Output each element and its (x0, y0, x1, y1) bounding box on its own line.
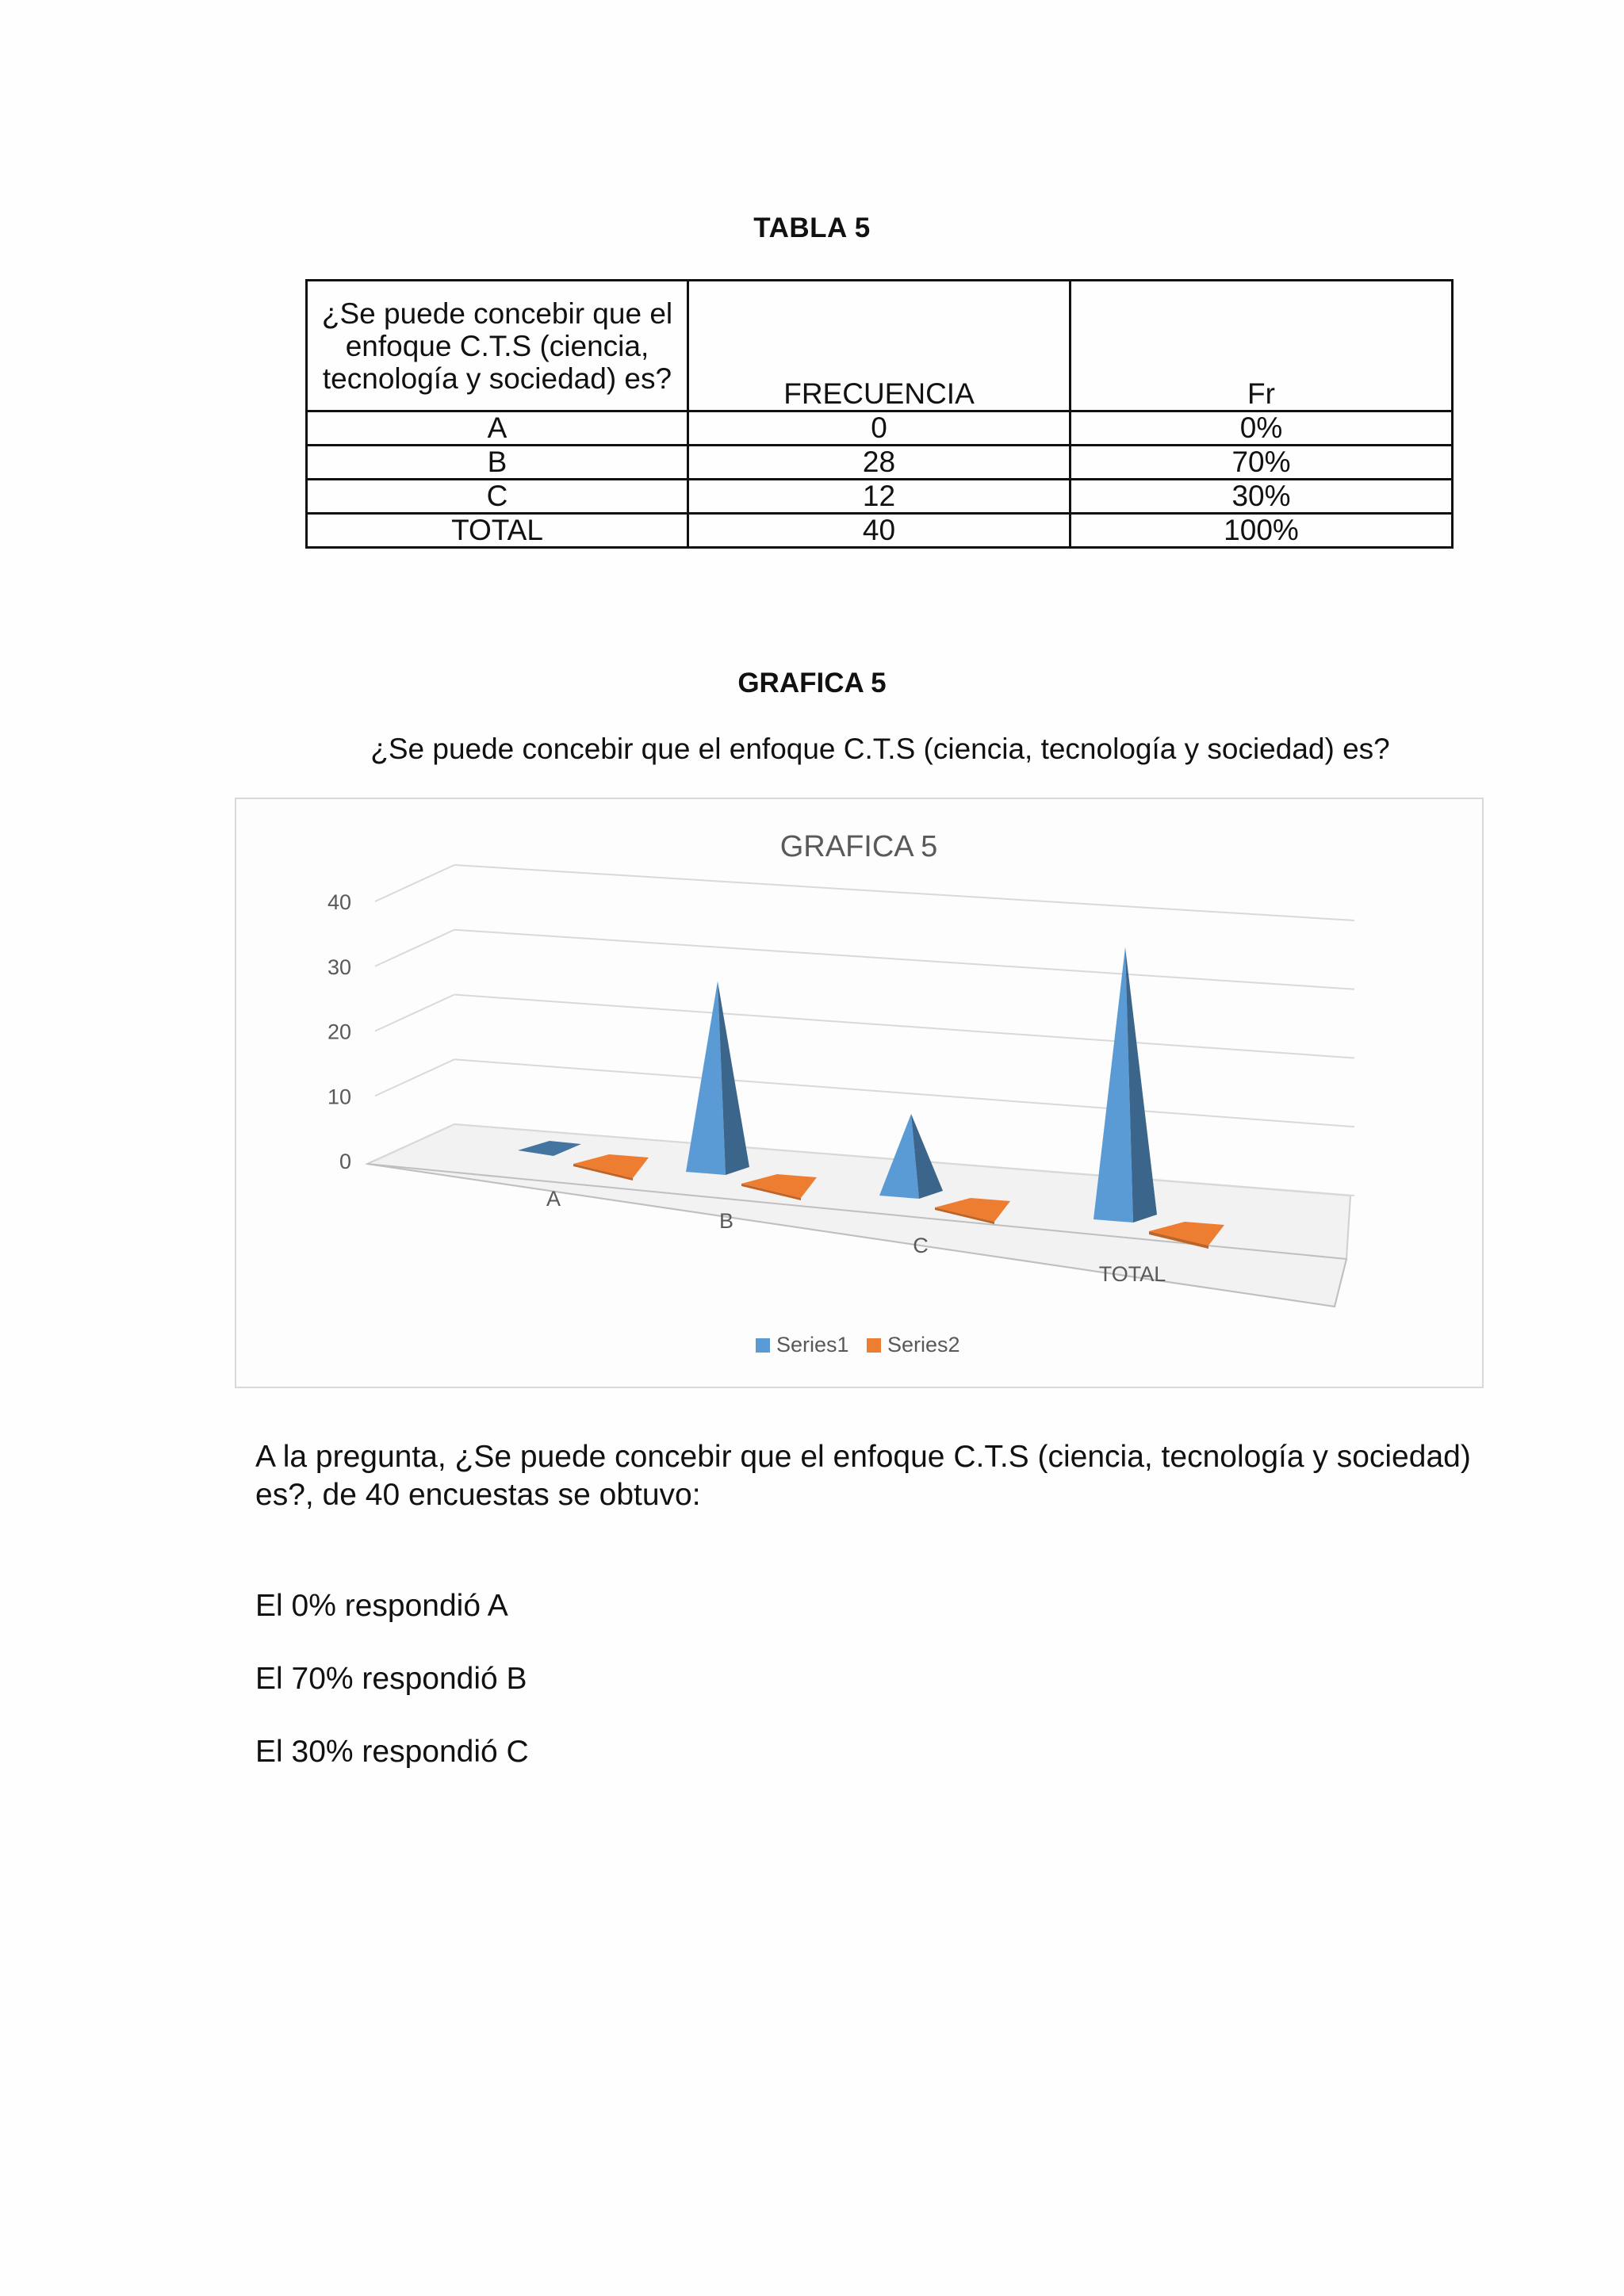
x-tick-label: B (718, 1209, 734, 1233)
cell-frequency: 12 (688, 480, 1071, 514)
cell-option: A (307, 411, 688, 446)
graph-title: GRAFICA 5 (737, 668, 887, 698)
cell-frequency: 0 (688, 411, 1071, 446)
y-tick-label: 0 (339, 1150, 351, 1173)
cell-fr: 70% (1071, 446, 1453, 480)
cell-option: C (307, 480, 688, 514)
gridline-side (375, 1059, 454, 1096)
chart-title: GRAFICA 5 (779, 830, 938, 863)
cell-frequency: 40 (688, 514, 1071, 548)
table-row (307, 411, 1453, 446)
frequency-table (305, 279, 1454, 549)
chart-container (235, 798, 1484, 1388)
x-tick-label: C (913, 1234, 929, 1257)
cell-fr: 30% (1071, 480, 1453, 514)
cell-option: TOTAL (307, 514, 688, 548)
gridline (454, 995, 1354, 1058)
response-line: El 30% respondió C (255, 1735, 529, 1769)
chart-svg (236, 799, 1482, 1387)
header-fr: Fr (1071, 281, 1453, 411)
gridline (454, 865, 1354, 920)
summary-paragraph: A la pregunta, ¿Se puede concebir que el enfoque C.T.S (ciencia, tecnología y sociedad) es?, de 40 encuestas se obtuvo: (255, 1440, 1471, 1512)
gridline-side (375, 865, 454, 901)
table-row (307, 446, 1453, 480)
cell-fr: 0% (1071, 411, 1453, 446)
y-tick-label: 10 (327, 1085, 351, 1109)
x-tick-label: A (546, 1187, 561, 1211)
y-tick-label: 30 (327, 955, 351, 979)
graph-subtitle: ¿Se puede concebir que el enfoque C.T.S (ciencia, tecnología y sociedad) es? (370, 733, 1390, 765)
header-frequency: FRECUENCIA (688, 281, 1071, 411)
chart-floor (367, 1124, 1350, 1307)
legend-label: Series1 (776, 1333, 849, 1357)
legend-label: Series2 (887, 1333, 960, 1357)
table-row (307, 514, 1453, 548)
gridline (454, 930, 1354, 989)
response-line: El 70% respondió B (255, 1662, 527, 1696)
y-tick-label: 20 (327, 1020, 351, 1044)
legend-swatch (756, 1338, 770, 1353)
gridline-side (375, 930, 454, 966)
y-tick-label: 40 (327, 890, 351, 914)
cell-fr: 100% (1071, 514, 1453, 548)
gridline-side (375, 995, 454, 1031)
gridline (454, 1059, 1354, 1127)
legend-swatch (867, 1338, 881, 1353)
cell-option: B (307, 446, 688, 480)
cell-frequency: 28 (688, 446, 1071, 480)
response-line: El 0% respondió A (255, 1589, 508, 1623)
table-header-row (307, 281, 1453, 411)
x-tick-label: TOTAL (1098, 1262, 1166, 1286)
header-question: ¿Se puede concebir que el enfoque C.T.S (ciencia, tecnología y sociedad) es? (307, 281, 688, 411)
table-row (307, 480, 1453, 514)
table-title: TABLA 5 (753, 212, 871, 243)
